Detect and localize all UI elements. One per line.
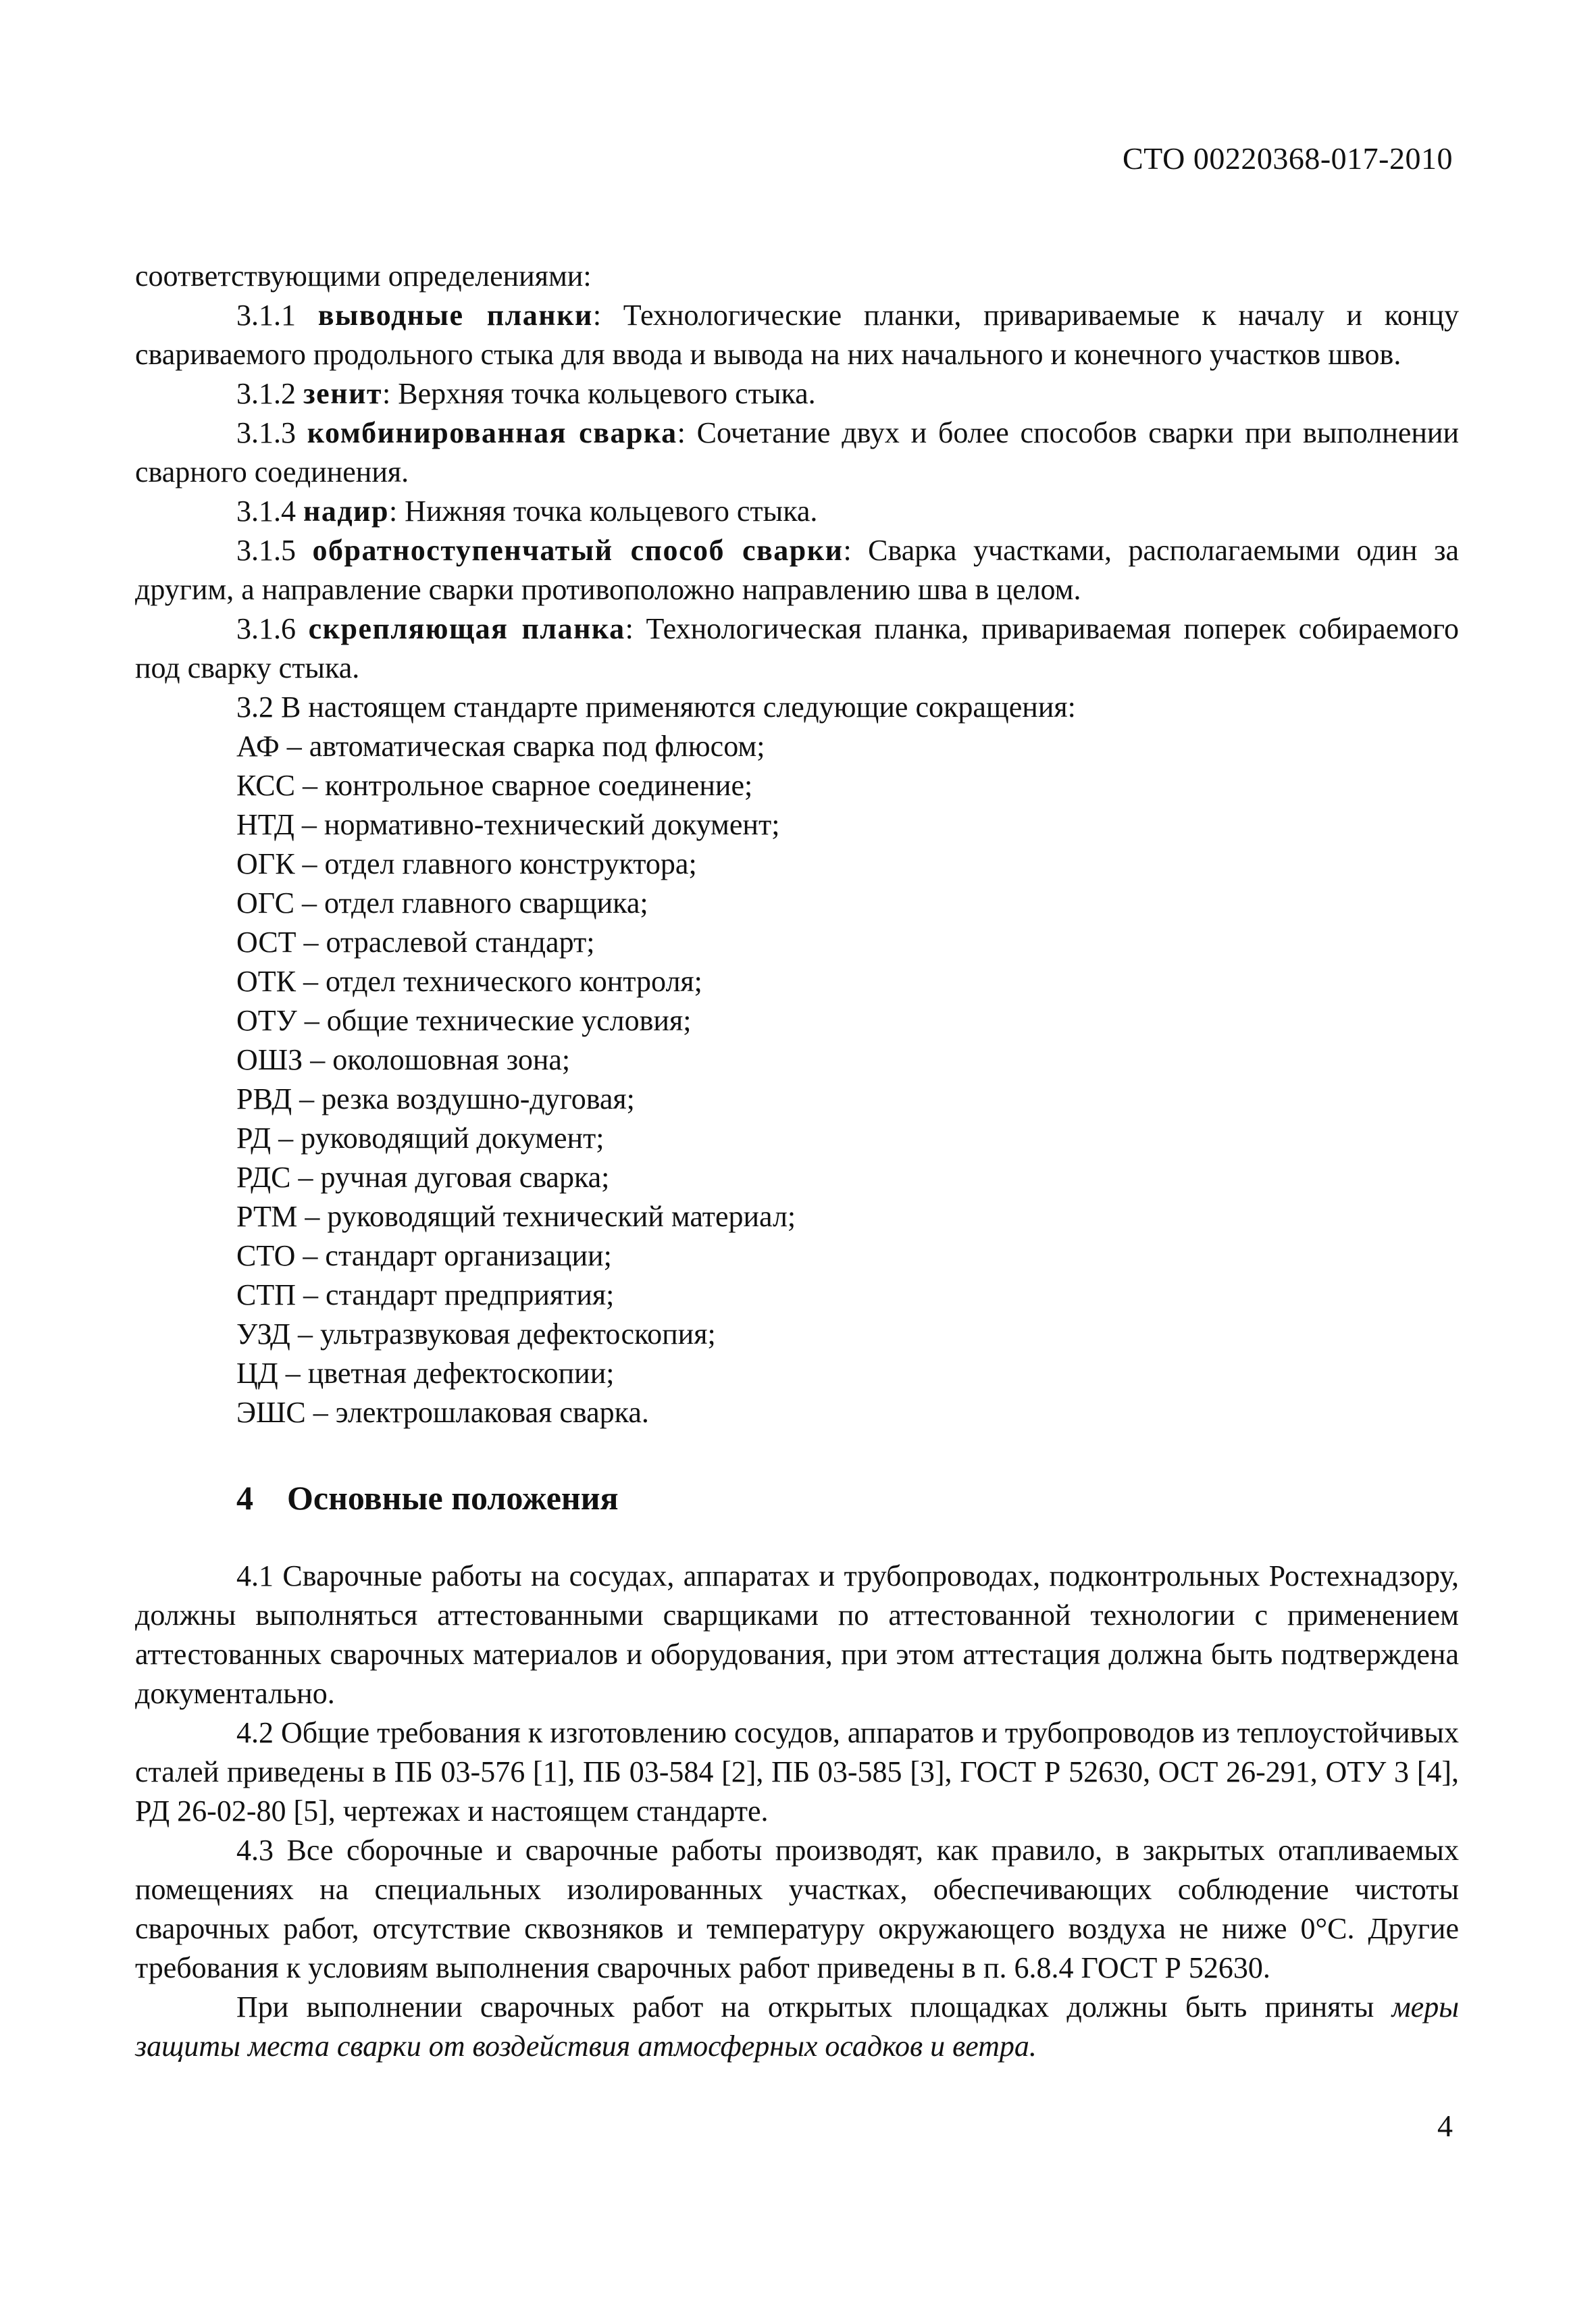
section-heading	[236, 1478, 1459, 1517]
term: обратноступенчатый способ сварки	[312, 534, 844, 567]
paragraph-4-2: 4.2 Общие требования к изготовлению сосудов, аппаратов и трубопроводов из теплоустойчивых сталей приведены в ПБ 03-576 [1], ПБ 03-584 [2], ПБ 03-585 [3], ГОСТ Р 52630, ОСТ 26-291, ОТУ 3 [4], РД 26-02-80 [5], чертежах и настоящем стандарте.	[135, 1716, 1459, 1828]
term: надир	[303, 495, 389, 528]
list-item: УЗД – ультразвуковая дефектоскопия;	[236, 1317, 716, 1351]
section-title: Основные положения	[287, 1479, 619, 1517]
list-item: ОШЗ – околошовная зона;	[236, 1043, 571, 1076]
definition-3-1-2: 3.1.2 зенит: Верхняя точка кольцевого стыка.	[236, 377, 816, 410]
definition-3-1-1: 3.1.1 выводные планки: Технологические планки, привариваемые к началу и концу свариваемого продольного стыка для ввода и вывода на них начального и конечного участков швов.	[135, 299, 1459, 371]
term: зенит	[303, 377, 383, 410]
list-item: НТД – нормативно-технический документ;	[236, 808, 780, 841]
list-item: АФ – автоматическая сварка под флюсом;	[236, 730, 765, 763]
term: скрепляющая планка	[308, 612, 625, 645]
paragraph-4-3: 4.3 Все сборочные и сварочные работы производят, как правило, в закрытых отапливаемых помещениях на специальных изолированных участках, обеспечивающих соблюдение чистоты сварочных работ, отсутствие сквозняков и температуру окружающего воздуха не ниже 0°С. Другие требования к условиям выполнения сварочных работ приведены в п. 6.8.4 ГОСТ Р 52630.	[135, 1834, 1459, 1984]
section-number: 4	[236, 1479, 253, 1517]
document-code: СТО 00220368-017-2010	[1122, 141, 1453, 176]
list-item: ОСТ – отраслевой стандарт;	[236, 926, 595, 959]
abbreviations-list	[135, 727, 1459, 1432]
page-number: 4	[1437, 2109, 1453, 2143]
italic-text: меры защиты места сварки от воздействия атмосферных осадков и ветра.	[135, 1990, 1460, 2063]
term: комбинированная сварка	[307, 416, 677, 449]
list-item: ЭШС – электрошлаковая сварка.	[236, 1396, 649, 1429]
definition-3-1-6: 3.1.6 скрепляющая планка: Технологическая планка, привариваемая поперек собираемого под сварку стыка.	[135, 612, 1459, 684]
list-item: КСС – контрольное сварное соединение;	[236, 769, 753, 802]
list-item: СТО – стандарт организации;	[236, 1239, 612, 1272]
list-item: ОТК – отдел технического контроля;	[236, 965, 702, 998]
document-body	[135, 257, 1459, 2066]
list-item: ОТУ – общие технические условия;	[236, 1004, 692, 1037]
list-item: ОГС – отдел главного сварщика;	[236, 886, 648, 920]
definition-3-1-4: 3.1.4 надир: Нижняя точка кольцевого стыка.	[236, 495, 818, 528]
list-item: ОГК – отдел главного конструктора;	[236, 847, 697, 880]
list-item: РТМ – руководящий технический материал;	[236, 1200, 796, 1233]
list-item: СТП – стандарт предприятия;	[236, 1278, 615, 1311]
definition-3-1-5: 3.1.5 обратноступенчатый способ сварки: Сварка участками, располагаемыми один за другим, а направление сварки противоположно направлению шва в целом.	[135, 534, 1459, 606]
paragraph-4-4: При выполнении сварочных работ на открытых площадках должны быть приняты меры защиты места сварки от воздействия атмосферных осадков и ветра.	[135, 1990, 1460, 2063]
list-item: РДС – ручная дуговая сварка;	[236, 1161, 610, 1194]
term: выводные планки	[317, 299, 593, 332]
intro-fragment: соответствующими определениями:	[135, 259, 592, 293]
list-item: ЦД – цветная дефектоскопии;	[236, 1357, 615, 1390]
list-item: РД – руководящий документ;	[236, 1122, 604, 1155]
definition-3-1-3: 3.1.3 комбинированная сварка: Сочетание двух и более способов сварки при выполнении сварного соединения.	[135, 416, 1460, 488]
paragraph-4-1: 4.1 Сварочные работы на сосудах, аппаратах и трубопроводах, подконтрольных Ростехнадзору, должны выполняться аттестованными сварщиками по аттестованной технологии с применением аттестованных сварочных материалов и оборудования, при этом аттестация должна быть подтверждена документально.	[135, 1559, 1459, 1710]
abbreviations-intro: 3.2 В настоящем стандарте применяются следующие сокращения:	[236, 690, 1076, 724]
list-item: РВД – резка воздушно-дуговая;	[236, 1082, 635, 1115]
